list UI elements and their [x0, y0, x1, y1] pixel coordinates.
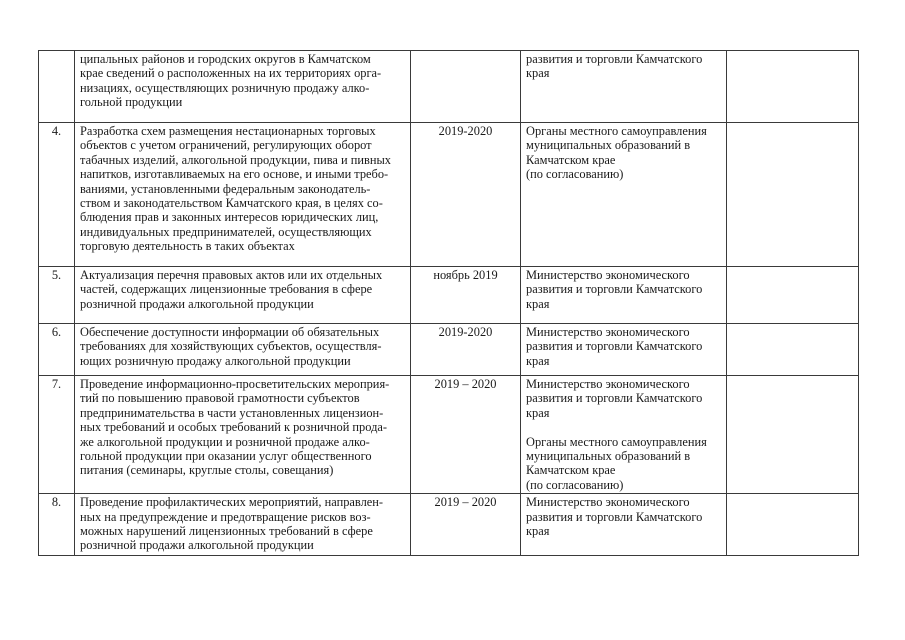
executor-line: Органы местного самоуправления — [526, 434, 707, 449]
executor-line: края — [526, 296, 550, 311]
notes-cell — [727, 376, 859, 494]
description-line: Проведение профилактических мероприятий, направлен- — [80, 495, 384, 510]
notes-cell — [727, 494, 859, 556]
executor-line: развития и торговли Камчатского — [526, 391, 703, 406]
table-row — [39, 123, 859, 267]
description-line: крае сведений о расположенных на их территориях орга- — [80, 66, 382, 81]
description-line: блюдения прав и законных интересов юридических лиц, — [80, 210, 379, 225]
executor-line: края — [526, 524, 550, 539]
measure-description — [75, 324, 411, 376]
measure-description — [75, 123, 411, 267]
description-line: требованиях для хозяйствующих субъектов, осуществля- — [80, 339, 382, 354]
description-line: низациях, осуществляющих розничную продажу алко- — [80, 80, 370, 95]
description-line: торговую деятельность в таких объектах — [80, 239, 295, 254]
measure-description — [75, 376, 411, 494]
measure-description — [75, 494, 411, 556]
notes-cell — [727, 123, 859, 267]
deadline: 2019-2020 — [411, 123, 521, 267]
notes-cell — [727, 324, 859, 376]
measures-table-body — [39, 51, 859, 556]
row-number: 7. — [39, 376, 75, 494]
executor-line: Министерство экономического — [526, 495, 690, 510]
responsible-executor — [521, 51, 727, 123]
executor-line: края — [526, 66, 550, 81]
notes-cell — [727, 267, 859, 324]
description-line: предпринимательства в части установленных лицензион- — [80, 405, 384, 420]
executor-line: Органы местного самоуправления — [526, 124, 707, 138]
description-line: объектов с учетом ограничений, регулирующих оборот — [80, 138, 372, 153]
responsible-executor — [521, 324, 727, 376]
table-row — [39, 494, 859, 556]
measures-table — [38, 50, 859, 556]
table-row — [39, 267, 859, 324]
description-line: индивидуальных предпринимателей, осуществляющих — [80, 224, 372, 239]
description-line: табачных изделий, алкогольной продукции, пива и пивных — [80, 152, 391, 167]
description-line: частей, содержащих лицензионные требования в сфере — [80, 282, 373, 297]
executor-line: (по согласованию) — [526, 167, 624, 182]
description-line: Разработка схем размещения нестационарных торговых — [80, 124, 376, 138]
executor-line: Камчатском крае — [526, 463, 616, 478]
description-line: ных на предупреждение и предотвращение рисков воз- — [80, 509, 371, 524]
description-line: розничной продажи алкогольной продукции — [80, 296, 314, 311]
executor-line: Министерство экономического — [526, 377, 690, 391]
executor-line: развития и торговли Камчатского — [526, 282, 703, 297]
executor-line: муниципальных образований в — [526, 138, 691, 153]
executor-line: (по согласованию) — [526, 477, 624, 492]
executor-line: Камчатском крае — [526, 152, 616, 167]
executor-line: муниципальных образований в — [526, 449, 691, 464]
deadline — [411, 51, 521, 123]
description-line: можных нарушений лицензионных требований в сфере — [80, 524, 373, 539]
description-line: ющих розничную продажу алкогольной продукции — [80, 353, 351, 368]
table-row — [39, 376, 859, 494]
description-line: напитков, изготавливаемых на его основе, и иными требо- — [80, 167, 389, 182]
description-line: же алкогольной продукции и розничной продаже алко- — [80, 434, 370, 449]
description-line: тий по повышению правовой грамотности субъектов — [80, 391, 360, 406]
description-line: гольной продукции при оказании услуг общественного — [80, 449, 372, 464]
description-line: питания (семинары, круглые столы, совещания) — [80, 463, 334, 478]
row-number — [39, 51, 75, 123]
measure-description — [75, 267, 411, 324]
executor-line: развития и торговли Камчатского — [526, 339, 703, 354]
block-gap — [526, 420, 721, 434]
description-line: розничной продажи алкогольной продукции — [80, 538, 314, 553]
executor-line: края — [526, 405, 550, 420]
table-row — [39, 324, 859, 376]
deadline: 2019-2020 — [411, 324, 521, 376]
description-line: Обеспечение доступности информации об обязательных — [80, 325, 380, 339]
description-line: ваниями, установленными федеральным законодатель- — [80, 181, 371, 196]
table-row — [39, 51, 859, 123]
responsible-executor — [521, 376, 727, 494]
description-line: Проведение информационно-просветительских мероприя- — [80, 377, 390, 391]
measure-description — [75, 51, 411, 123]
deadline: 2019 – 2020 — [411, 494, 521, 556]
executor-line: развития и торговли Камчатского — [526, 52, 703, 66]
description-line: гольной продукции — [80, 95, 183, 110]
description-line: ных требований и особых требований к розничной прода- — [80, 420, 388, 435]
deadline: ноябрь 2019 — [411, 267, 521, 324]
notes-cell — [727, 51, 859, 123]
description-line: ством и законодательством Камчатского края, в целях со- — [80, 196, 383, 211]
row-number: 5. — [39, 267, 75, 324]
row-number: 6. — [39, 324, 75, 376]
responsible-executor — [521, 123, 727, 267]
executor-line: Министерство экономического — [526, 268, 690, 282]
deadline: 2019 – 2020 — [411, 376, 521, 494]
row-number: 8. — [39, 494, 75, 556]
description-line: Актуализация перечня правовых актов или их отдельных — [80, 268, 383, 282]
row-number: 4. — [39, 123, 75, 267]
executor-line: края — [526, 353, 550, 368]
executor-line: развития и торговли Камчатского — [526, 509, 703, 524]
responsible-executor — [521, 267, 727, 324]
description-line: ципальных районов и городских округов в Камчатском — [80, 52, 371, 66]
responsible-executor — [521, 494, 727, 556]
executor-line: Министерство экономического — [526, 325, 690, 339]
